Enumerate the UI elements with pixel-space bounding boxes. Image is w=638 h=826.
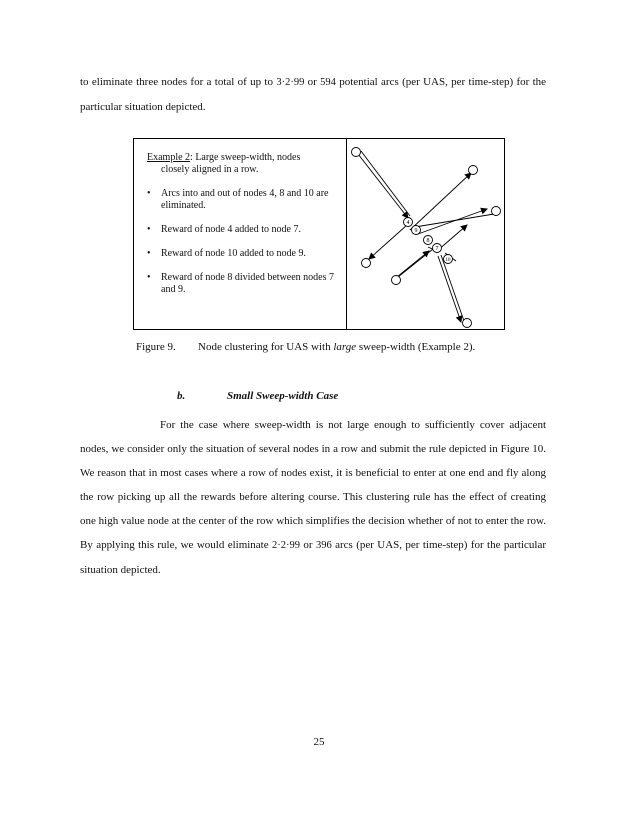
example-description: [147, 152, 337, 308]
graph-arc: [410, 173, 471, 230]
page-number: 25: [313, 736, 325, 748]
node-label: 4: [406, 220, 410, 226]
node-label: 7: [435, 246, 439, 252]
graph-arc: [438, 256, 461, 322]
math-value: 594: [320, 77, 336, 88]
graph-node: [469, 166, 478, 175]
node-label: 10: [445, 258, 451, 263]
graph-node: [463, 319, 472, 328]
graph-node: [352, 148, 361, 157]
math-value: 396: [315, 540, 332, 551]
example-label: Example 2: [147, 152, 191, 163]
graph-arc: [415, 214, 494, 227]
list-item: • Reward of node 4 added to node 7.: [147, 224, 301, 235]
list-item: • Reward of node 8 divided between nodes 7 and 9.: [147, 272, 335, 295]
node-graph: [347, 139, 505, 329]
node-label: 9: [414, 228, 418, 234]
math-expression: 3·2·99: [276, 77, 305, 88]
section-letter: b.: [177, 390, 186, 402]
list-item: • Arcs into and out of nodes 4, 8 and 10 are eliminated.: [147, 188, 329, 211]
graph-node: [492, 207, 501, 216]
paragraph-small-sweep: For the case where sweep-width is not large enough to sufficiently cover adjacent nodes, we consider only the situation of several nodes in a row and submit the rule depicted in Figure 10. We reason that in most cases where a row of nodes exist, it is beneficial to enter at one end and fly along the row picking up all the rewards before altering course. This clustering rule has the effect of creating one high value node at the center of the row which simplifies the decision whether of not to enter the row. By applying this rule, we would eliminate 2·2·99 or 396 arcs (per UAS, per time-step) for the particular situation depicted.: [80, 419, 547, 576]
graph-arc: [397, 251, 429, 277]
figure-caption: Figure 9. Node clustering for UAS with large sweep-width (Example 2).: [136, 341, 476, 353]
graph-node: [362, 259, 371, 268]
figure-number: Figure 9.: [136, 341, 176, 353]
graph-arc: [361, 151, 410, 216]
section-heading: [177, 390, 338, 402]
list-item: • Reward of node 10 added to node 9.: [147, 248, 306, 259]
example-bullet-list: [147, 188, 337, 296]
graph-arc: [369, 225, 407, 259]
graph-arc: [441, 255, 464, 321]
node-label: 8: [426, 238, 430, 244]
math-expression: 2·2·99: [272, 540, 301, 551]
example-intro: Example 2: Large sweep-width, nodes closely aligned in a row.: [147, 152, 301, 175]
section-title: Small Sweep-width Case: [227, 390, 339, 402]
paragraph-intro: to eliminate three nodes for a total of up to 3·2·99 or 594 potential arcs (per UAS, per time-step) for the particular situation depicted.: [80, 76, 547, 113]
graph-node: [392, 276, 401, 285]
graph-arc: [358, 154, 408, 218]
graph-arc: [398, 249, 433, 277]
figure-9: [133, 138, 505, 330]
